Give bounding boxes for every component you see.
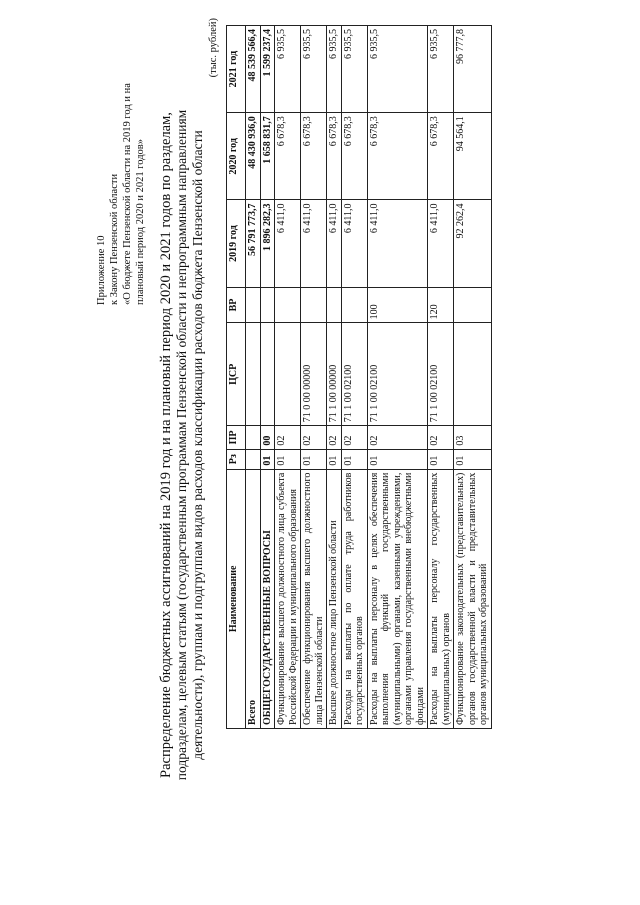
row-csr: 71 0 00 00000	[301, 323, 327, 426]
row-csr: 71 1 00 02100	[341, 323, 367, 426]
row-2021: 6 935,5	[301, 26, 327, 113]
row-vr	[275, 287, 301, 323]
row-name: Расходы на выплаты персоналу государственных (муниципальных) органов	[428, 469, 454, 728]
row-name: ОБЩЕГОСУДАРСТВЕННЫЕ ВОПРОСЫ	[260, 469, 275, 728]
row-2020: 6 678,3	[275, 113, 301, 200]
row-csr	[260, 323, 275, 426]
row-pr: 00	[260, 426, 275, 449]
row-2019: 1 896 282,3	[260, 200, 275, 287]
header-2020: 2020 год	[227, 113, 246, 200]
row-2019: 6 411,0	[301, 200, 327, 287]
row-2019: 6 411,0	[367, 200, 428, 287]
row-csr: 71 1 00 02100	[367, 323, 428, 426]
row-pr: 02	[428, 426, 454, 449]
row-2020: 48 430 936,0	[246, 113, 261, 200]
row-2021: 6 935,5	[428, 26, 454, 113]
table-row	[327, 26, 342, 729]
header-rz: Рз	[227, 449, 246, 469]
header-2021: 2021 год	[227, 26, 246, 113]
row-vr	[327, 287, 342, 323]
table-row	[260, 26, 275, 729]
row-2021: 48 539 566,4	[246, 26, 261, 113]
row-rz: 01	[275, 449, 301, 469]
title-line-1: Распределение бюджетных ассигнований на 2019 год и на плановый период 2020 и 2021 годов по разделам,	[158, 112, 174, 778]
row-2020: 6 678,3	[327, 113, 342, 200]
row-2020: 94 564,1	[454, 113, 492, 200]
header-vr: ВР	[227, 287, 246, 323]
row-2020: 1 658 831,7	[260, 113, 275, 200]
row-2021: 6 935,5	[367, 26, 428, 113]
row-pr	[246, 426, 261, 449]
row-2020: 6 678,3	[428, 113, 454, 200]
row-2021: 6 935,5	[327, 26, 342, 113]
row-pr: 02	[367, 426, 428, 449]
row-2021: 6 935,5	[275, 26, 301, 113]
row-rz	[246, 449, 261, 469]
units-label: (тыс. рублей)	[208, 18, 219, 78]
appendix-number: Приложение 10	[96, 235, 107, 305]
header-csr: ЦСР	[227, 323, 246, 426]
row-name: Функционирование законодательных (представительных) органов государственной власти и представительных органов муниципальных образований	[454, 469, 492, 728]
row-pr: 02	[327, 426, 342, 449]
appendix-note	[95, 75, 147, 305]
row-name: Функционирование высшего должностного лица субъекта Российской Федерации и муниципального образования	[275, 469, 301, 728]
row-vr	[301, 287, 327, 323]
row-vr: 100	[367, 287, 428, 323]
row-pr: 02	[341, 426, 367, 449]
row-csr	[246, 323, 261, 426]
row-2020: 6 678,3	[301, 113, 327, 200]
budget-table	[226, 25, 492, 729]
title-line-3: деятельности), группам и подгруппам видов расходов классификации расходов бюджета Пензенской области	[190, 130, 205, 760]
header-2019: 2019 год	[227, 200, 246, 287]
header-name: Наименование	[227, 469, 246, 728]
row-csr: 71 1 00 00000	[327, 323, 342, 426]
table-row	[367, 26, 428, 729]
table-row	[341, 26, 367, 729]
table-row	[246, 26, 261, 729]
row-rz: 01	[454, 449, 492, 469]
row-2019: 56 791 773,7	[246, 200, 261, 287]
row-vr: 120	[428, 287, 454, 323]
table-row	[428, 26, 454, 729]
row-2021: 6 935,5	[341, 26, 367, 113]
header-pr: ПР	[227, 426, 246, 449]
row-rz: 01	[428, 449, 454, 469]
table-row	[301, 26, 327, 729]
table-row	[275, 26, 301, 729]
row-csr: 71 1 00 02100	[428, 323, 454, 426]
appendix-law-title-cont: плановый период 2020 и 2021 годов»	[135, 139, 146, 305]
row-2021: 1 599 237,4	[260, 26, 275, 113]
row-pr: 03	[454, 426, 492, 449]
row-vr	[454, 287, 492, 323]
row-rz: 01	[327, 449, 342, 469]
row-2019: 6 411,0	[341, 200, 367, 287]
appendix-law: к Закону Пензенской области	[109, 173, 120, 305]
row-rz: 01	[301, 449, 327, 469]
table-header-row	[227, 26, 246, 729]
row-name: Обеспечение функционирования высшего должностного лица Пензенской области	[301, 469, 327, 728]
row-pr: 02	[275, 426, 301, 449]
row-name: Расходы на выплаты персоналу в целях обеспечения выполнения функций государственными (муниципальными) органами, казенными учреждениями, органами управления государственными внебюджетными фондами	[367, 469, 428, 728]
row-rz: 01	[367, 449, 428, 469]
row-2020: 6 678,3	[341, 113, 367, 200]
row-2019: 6 411,0	[275, 200, 301, 287]
row-2019: 6 411,0	[327, 200, 342, 287]
row-vr	[260, 287, 275, 323]
row-csr	[454, 323, 492, 426]
document-title	[158, 45, 206, 845]
appendix-law-title: «О бюджете Пензенской области на 2019 год и на	[122, 83, 133, 305]
row-vr	[341, 287, 367, 323]
title-line-2: подразделам, целевым статьям (государственным программам Пензенской области и непрограммным направлениям	[174, 109, 189, 781]
row-name: Расходы на выплаты по оплате труда работников государственных органов	[341, 469, 367, 728]
row-name: Всего	[246, 469, 261, 728]
row-2020: 6 678,3	[367, 113, 428, 200]
row-name: Высшее должностное лицо Пензенской области	[327, 469, 342, 728]
row-2021: 96 777,8	[454, 26, 492, 113]
row-2019: 6 411,0	[428, 200, 454, 287]
row-vr	[246, 287, 261, 323]
row-pr: 02	[301, 426, 327, 449]
row-csr	[275, 323, 301, 426]
row-rz: 01	[260, 449, 275, 469]
row-2019: 92 262,4	[454, 200, 492, 287]
row-rz: 01	[341, 449, 367, 469]
table-row	[454, 26, 492, 729]
